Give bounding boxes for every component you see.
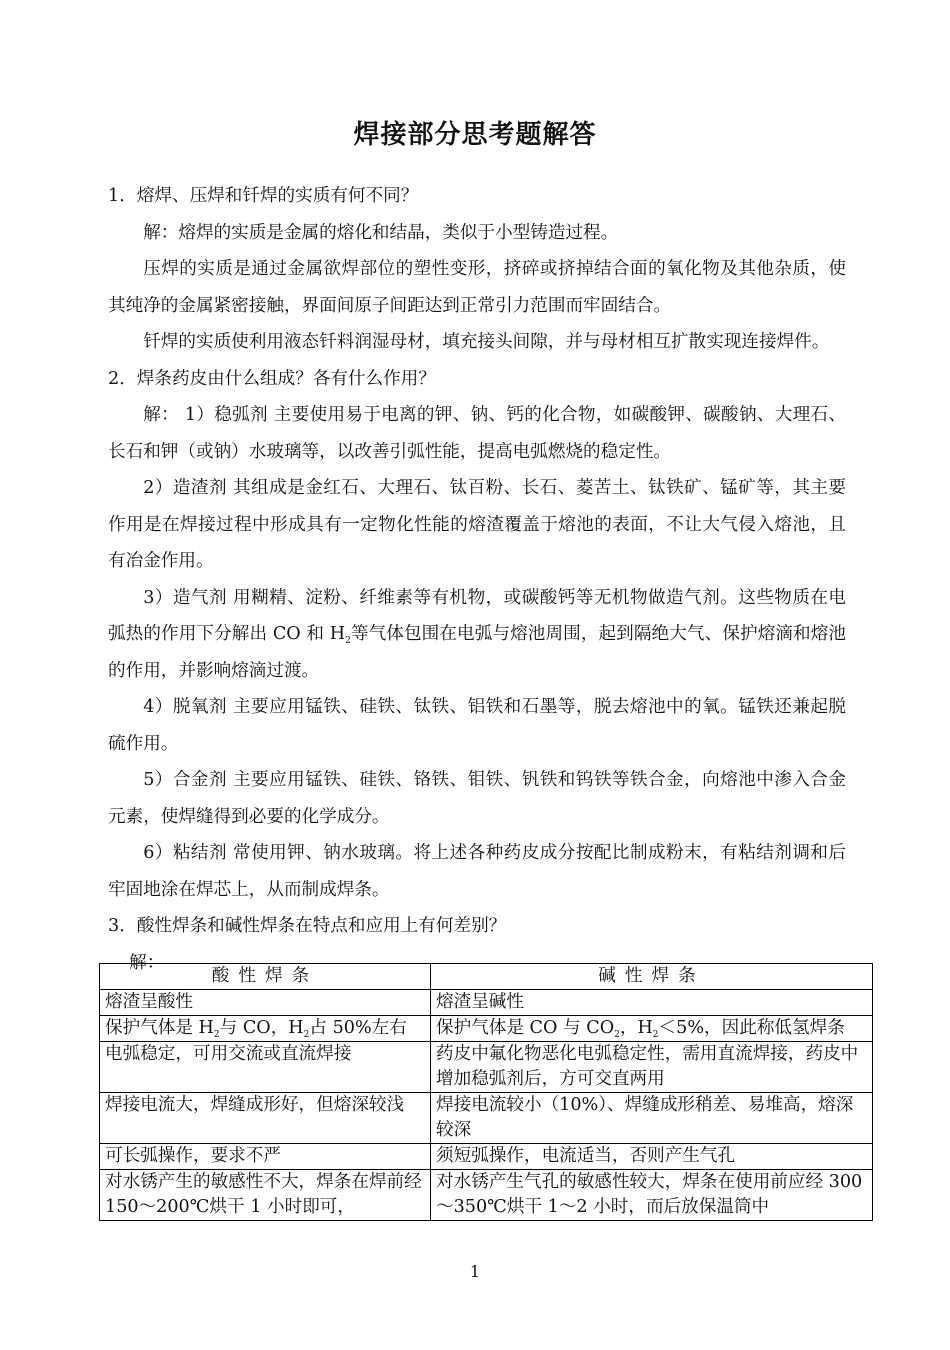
cell-text: 保护气体是 CO 与 CO <box>436 1018 615 1038</box>
question-2: 2．焊条药皮由什么组成？各有什么作用？ <box>108 368 436 389</box>
table-row <box>100 1016 873 1042</box>
cell-text: 与 CO，H <box>219 1018 304 1038</box>
item-3-text-a: 3）造气剂 用糊精、淀粉、纤维素等有机物，或碳酸钙等无机物做造气剂。这些物质在电弧热的作用下分解出 CO 和 H <box>108 587 846 644</box>
table-cell: 电弧稳定，可用交流或直流焊接 <box>100 1042 431 1093</box>
answer-2-item-6: 6）粘结剂 常使用钾、钠水玻璃。将上述各种药皮成分按配比制成粉末，有粘结剂调和后牢固地涂在焊芯上，从而制成焊条。 <box>108 843 846 900</box>
table-cell: 对水锈产生的敏感性不大，焊条在焊前经 150～200℃烘干 1 小时即可， <box>100 1170 431 1221</box>
table-cell <box>431 1016 873 1042</box>
table-cell: 可长弧操作，要求不严 <box>100 1144 431 1170</box>
answer-1-pressure-welding: 压焊的实质是通过金属欲焊部位的塑性变形，挤碎或挤掉结合面的氧化物及其他杂质，使其纯净的金属紧密接触，界面间原子间距达到正常引力范围而牢固结合。 <box>108 259 846 316</box>
cell-text: ＜5%，因此称低氢焊条 <box>658 1018 845 1038</box>
cell-text: 保护气体是 H <box>105 1018 214 1038</box>
answer-2-item-5: 5）合金剂 主要应用锰铁、硅铁、铬铁、钼铁、钒铁和钨铁等铁合金，向熔池中渗入合金元素，使焊缝得到必要的化学成分。 <box>108 770 846 827</box>
answer-2-item-4: 4）脱氧剂 主要应用锰铁、硅铁、钛铁、铝铁和石墨等，脱去熔池中的氧。锰铁还兼起脱硫作用。 <box>108 697 846 754</box>
table-cell: 熔渣呈酸性 <box>100 990 431 1016</box>
table-cell: 须短弧操作，电流适当，否则产生气孔 <box>431 1144 873 1170</box>
answer-3-label: 解： <box>129 952 165 973</box>
cell-text: ，H <box>619 1018 653 1038</box>
table-row <box>100 1093 873 1144</box>
table-row <box>100 1042 873 1093</box>
page-title: 焊接部分思考题解答 <box>353 120 597 150</box>
item-3-text-b: 等气体包围在电弧与熔池周围，起到隔绝大气、保护熔滴和熔池的作用，并影响熔滴过渡。 <box>108 624 846 681</box>
table-row <box>100 1144 873 1170</box>
table-cell: 熔渣呈碱性 <box>431 990 873 1016</box>
page-number: 1 <box>469 1262 481 1281</box>
answer-1-brazing: 钎焊的实质使利用液态钎料润湿母材，填充接头间隙，并与母材相互扩散实现连接焊件。 <box>143 332 830 352</box>
table-cell: 焊接电流较小（10%）、焊缝成形稍差、易堆高，熔深较深 <box>431 1093 873 1144</box>
question-3: 3．酸性焊条和碱性焊条在特点和应用上有何差别？ <box>108 916 507 936</box>
table-cell <box>100 1016 431 1042</box>
subscript-2: 2 <box>213 1030 220 1040</box>
answer-1-fusion-welding: 解：熔焊的实质是金属的熔化和结晶，类似于小型铸造过程。 <box>143 222 619 243</box>
table-header-row <box>100 964 873 990</box>
electrode-comparison-table <box>99 963 873 1221</box>
table-row <box>100 1170 873 1221</box>
subscript-2: 2 <box>345 636 351 646</box>
document-body <box>108 178 846 981</box>
header-acid-electrode: 酸性焊条 <box>100 964 431 990</box>
answer-2-item-1: 解： 1）稳弧剂 主要使用易于电离的钾、钠、钙的化合物，如碳酸钾、碳酸钠、大理石、长石和钾（或钠）水玻璃等，以改善引弧性能，提高电弧燃烧的稳定性。 <box>108 405 846 462</box>
question-1: 1．熔焊、压焊和钎焊的实质有何不同？ <box>108 186 419 206</box>
table-cell: 对水锈产生气孔的敏感性较大，焊条在使用前应经 300～350℃烘干 1～2 小时，而后放保温筒中 <box>431 1170 873 1221</box>
table-row <box>100 990 873 1016</box>
table-cell: 药皮中氟化物恶化电弧稳定性，需用直流焊接，药皮中增加稳弧剂后，方可交直两用 <box>431 1042 873 1093</box>
table-cell: 焊接电流大，焊缝成形好，但熔深较浅 <box>100 1093 431 1144</box>
subscript-2: 2 <box>303 1030 310 1040</box>
header-basic-electrode: 碱性焊条 <box>431 964 873 990</box>
answer-2-item-2: 2）造渣剂 其组成是金红石、大理石、钛百粉、长石、菱苦土、钛铁矿、锰矿等，其主要作用是在焊接过程中形成具有一定物化性能的熔渣覆盖于熔池的表面，不让大气侵入熔池，且有冶金作用。 <box>108 478 846 571</box>
cell-text: 占 50%左右 <box>309 1018 407 1038</box>
answer-2-item-3 <box>108 580 846 690</box>
subscript-2: 2 <box>652 1030 659 1040</box>
subscript-2: 2 <box>614 1030 620 1040</box>
